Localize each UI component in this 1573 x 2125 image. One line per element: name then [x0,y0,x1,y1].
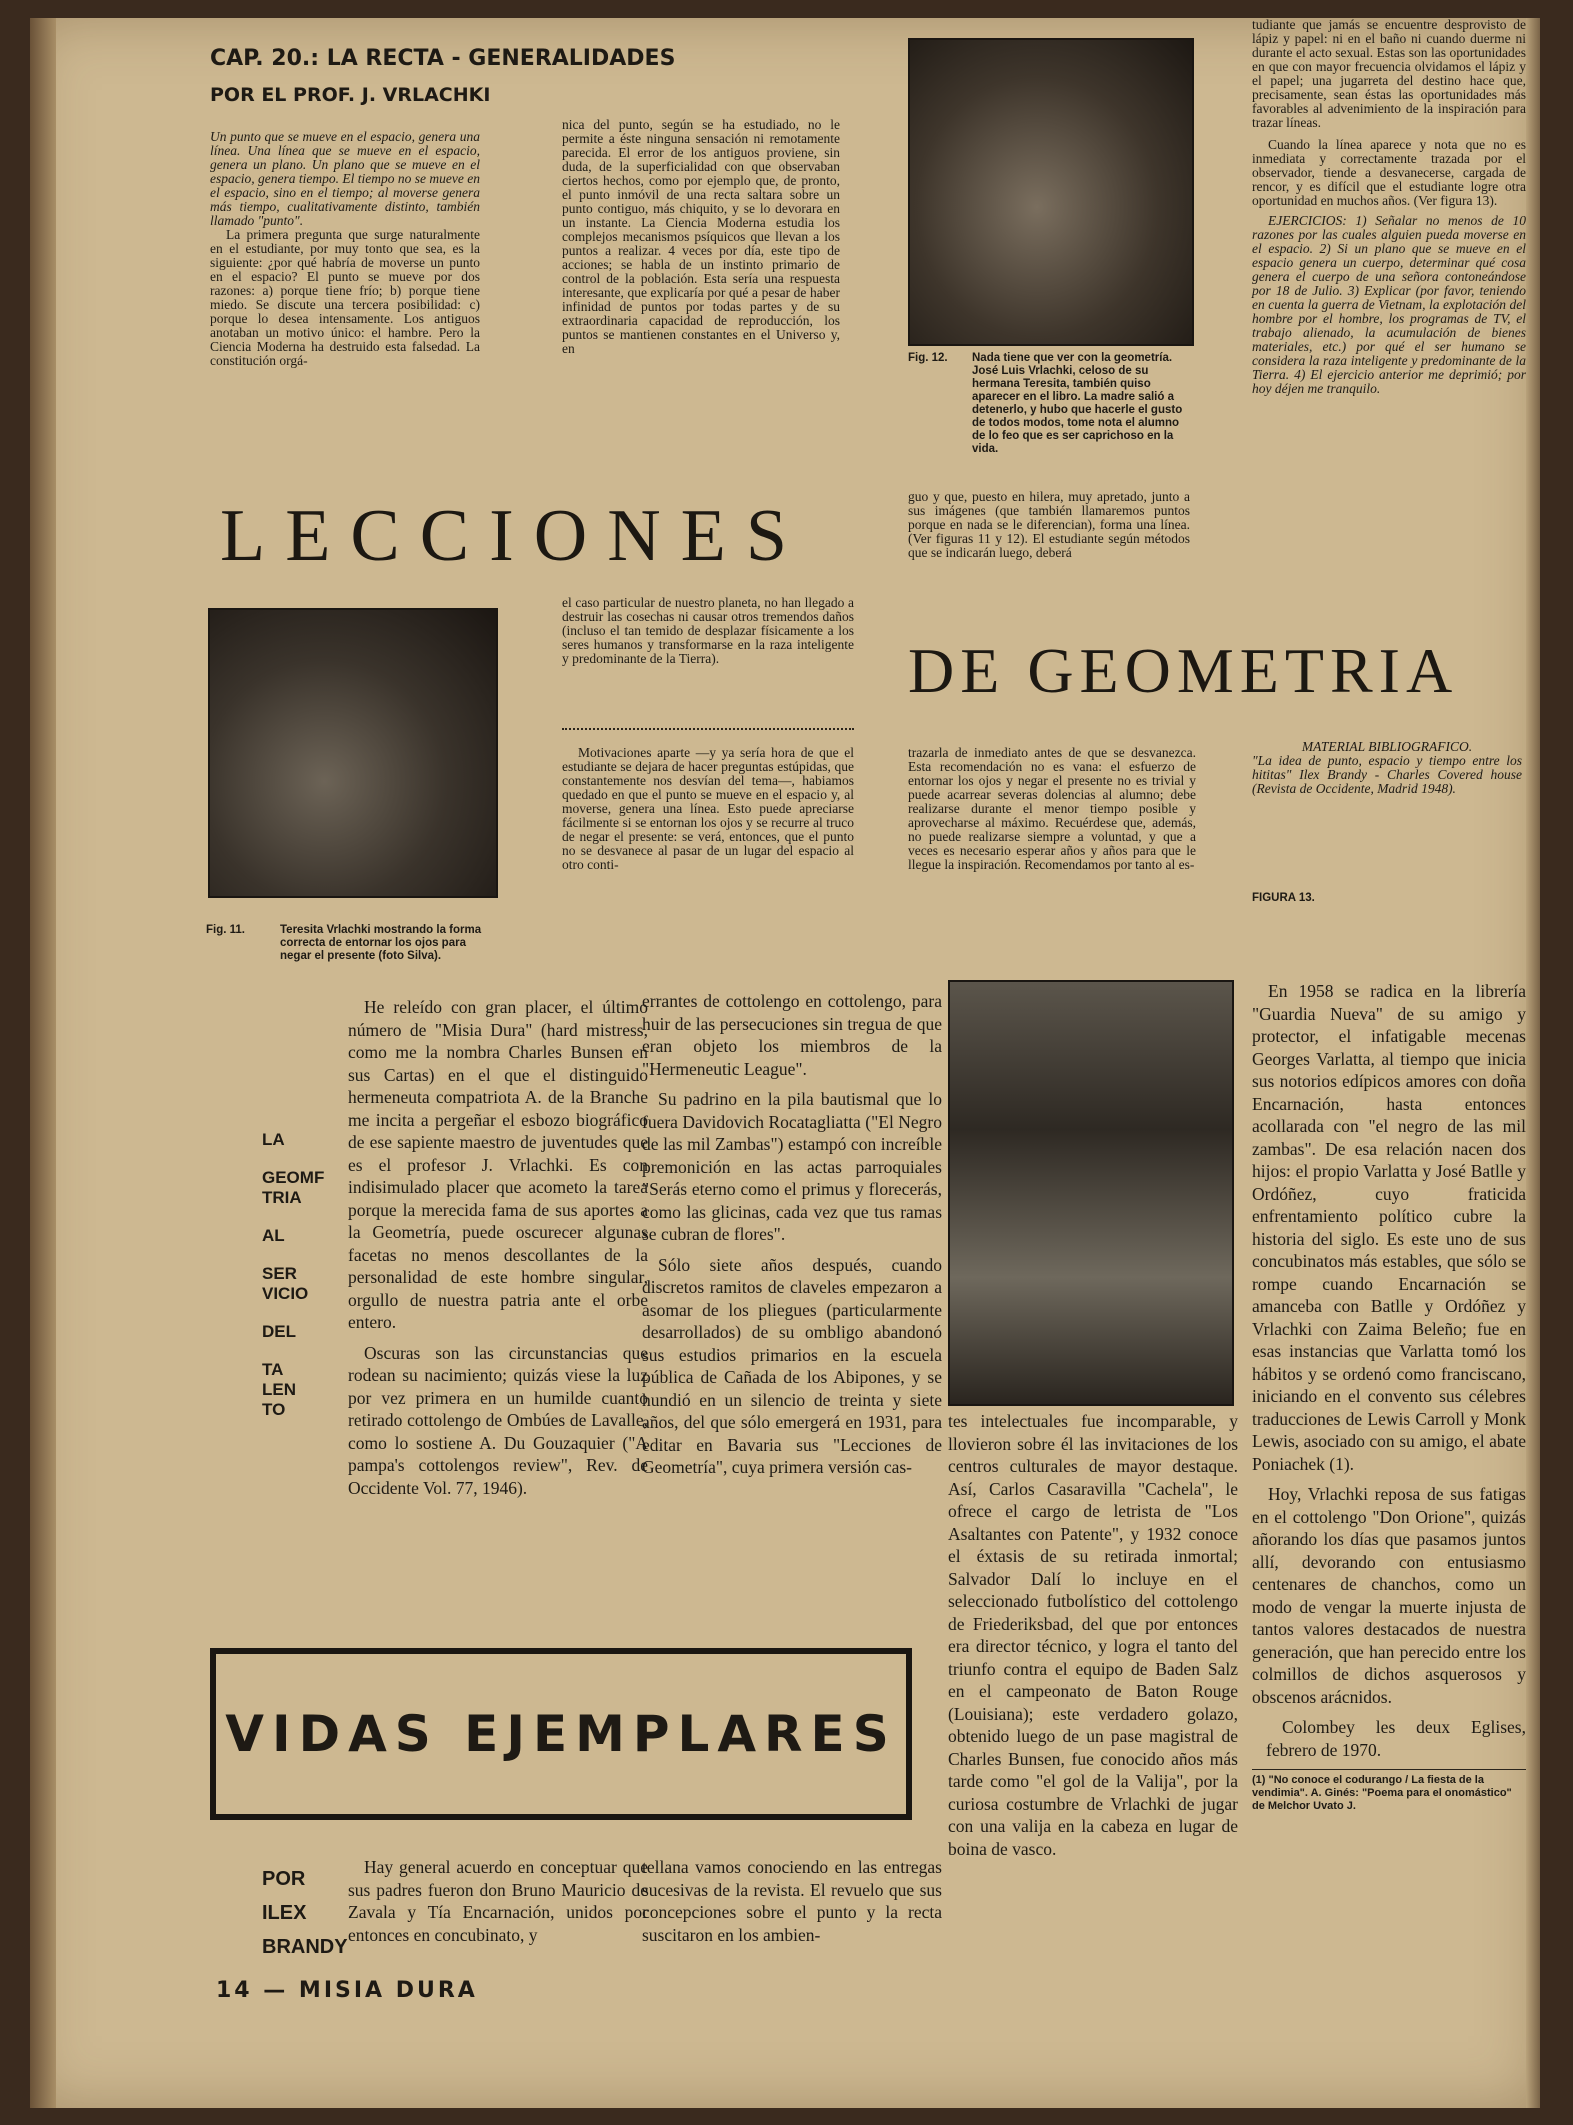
bibliography [1252,740,1522,796]
lecciones-text-3a: guo y que, puesto en hilera, muy apretado, junto a sus imágenes (que también llamaremos puntos porque en nada se le diferencian), forma una línea. (Ver figuras 11 y 12). El estudiante según métodos que se indicarán luego, deberá [908,489,1190,560]
lecciones-text-4a: tudiante que jamás se encuentre desprovisto de lápiz y papel: ni en el baño ni cuando duerme ni durante el acto sexual. Estas son las oportunidades en que con mayor frecuencia olvidamos el lápiz y el papel; una jugarreta del destino hace que, precisamente, sean éstas las oportunidades más favorables al advenimiento de la inspiración para trazar líneas. [1252,18,1526,130]
lecciones-column-2c [562,746,854,872]
vidas-text-4b: Hoy, Vrlachki reposa de sus fatigas en el cottolengo "Don Orione", quizás añorando los días que pasamos juntos allí, devorando con entusiasmo centenares de chanchos, como un modo de vengar la muerte injusta de tantos valores destacados de nuestra generación, que han perecido entre los colmillos de dichos asquerosos y obscenos arácnidos. [1252,1484,1526,1707]
lecciones-text-2: nica del punto, según se ha estudiado, no le permite a éste ninguna sensación ni remotamente parecida. El error de los antiguos proviene, sin duda, de la superficialidad con que observaban ciertos hechos, como por ejemplo que, de pronto, el punto inmóvil de una recta saltara sobre un punto contiguo, más chiquito, y se lo devorara en un instante. La Ciencia Moderna estudia los complejos mecanismos psíquicos que llevan a los puntos a realizar. 4 veces por día, este tipo de acciones; se habla de un instinto primario de control de la población. Esta sería una respuesta interesante, que explicaría por qué a pesar de haber infinidad de puntos por todas partes y de su extraordinaria capacidad de reproducción, los puntos se mantienen constantes en el Universo y, en [562,117,840,356]
vidas-text-2a: errantes de cottolengo en cottolengo, para huir de las persecuciones sin tregua de que eran objeto los miembros de la "Hermeneutic League". [642,991,942,1079]
figure-12-caption: Nada tiene que ver con la geometría. José Luis Vrlachki, celoso de su hermana Teresita, también quiso aparecer en el libro. La madre salió a detenerlo, y hubo que hacerle el gusto de todos modos, tome nota el alumno de lo feo que es ser caprichoso en la vida. [972,352,1183,455]
lecciones-text-2c: Motivaciones aparte —y ya sería hora de que el estudiante se dejara de hacer preguntas estúpidas, que constantemente nos desvían del tema—, habiamos quedado en que el punto se mueve en el espacio y, al moverse, genera una línea. Esto puede apreciarse fácilmente si se entornan los ojos y se recurre al truco de negar el presente: se verá, entonces, que el punto no se desvanece al pasar de un lugar del espacio al otro conti- [562,745,854,872]
side-word: TA [262,1360,284,1379]
side-word: SER [262,1264,297,1283]
lecciones-column-2b [562,596,854,666]
figure-13-label: FIGURA 13. [1252,892,1315,904]
side-word: DEL [262,1322,296,1341]
lecciones-column-2 [562,118,840,356]
side-word: LA [262,1130,285,1149]
lecciones-column-3b [908,746,1196,872]
vidas-column-3 [948,1410,1238,1860]
vidas-column-4 [1252,980,1526,1813]
side-word: AL [262,1226,285,1245]
lecciones-text-4b: Cuando la línea aparece y nota que no es inmediata y correctamente trazada por el observador, tiende a desvanecerse, cargada de rencor, y es difícil que el estudiante logre otra oportunidad en muchos años. (Ver figura 13). [1252,137,1526,208]
vidas-ejemplares-title: VIDAS EJEMPLARES [225,1705,897,1763]
byline-word: BRANDY [262,1936,348,1958]
magazine-page [30,18,1540,2108]
figure-12-photo [908,38,1194,346]
side-word: TO [262,1400,286,1419]
vidas-column-1 [348,996,648,1499]
vidas-column-2 [642,990,942,1479]
binding-spine [30,18,56,2108]
vidas-column-1-lower [348,1856,648,1946]
side-word: TRIA [262,1188,302,1207]
vidas-text-2b: Su padrino en la pila bautismal que lo fuera Davidovich Rocatagliatta ("El Negro de las mil Zambas") estampó con increíble premonición en las actas parroquiales "Serás eterno como el primus y florecerás, como las glicinas, cada vez que tus ramas se cubran de flores". [642,1089,942,1244]
vidas-text-3: tes intelectuales fue incomparable, y llovieron sobre él las invitaciones de los centros culturales de mayor destaque. Así, Carlos Casaravilla "Cachela", le ofrece el cargo de letrista de "Los Asaltantes con Patente", y 1932 conoce el éxtasis de su retirada inmortal; Salvador Dalí lo incluye en el seleccionado futbolístico del cottolengo de Friederiksbad, del que por entonces era director técnico, y logra el tanto del triunfo contra el equipo de Baden Salz en el campeonato de Baton Rouge (Louisiana); este verdadero golazo, obtenido luego de un pase magistral de Charles Bunsen, fue conocido años más tarde como "el gol de la Valija", por la curiosa costumbre de Vrlachki de jugar con una valija en la cabeza en lugar de boina de vasco. [948,1411,1238,1859]
bibliography-text: "La idea de punto, espacio y tiempo entre los hititas" Ilex Brandy - Charles Covered house (Revista de Occidente, Madrid 1948). [1252,753,1522,796]
figure-12-number: Fig. 12. [908,352,948,364]
page-folio: 14 — MISIA DURA [216,1978,478,2003]
page-edge [1526,18,1540,2108]
title-lecciones: LECCIONES [220,495,807,577]
lecciones-exercises: EJERCICIOS: 1) Señalar no menos de 10 razones por las cuales alguien pueda moverse en el espacio. 2) Si un plano que se mueve en el espacio genera un cuerpo, determinar qué cosa genera el cuerpo de una señora contoneándose por 18 de Julio. 3) Explicar (por favor, teniendo en cuenta la guerra de Vietnam, la explotación del hombre por el hombre, los programas de TV, el trabajo alienado, la acumulación de bienes materiales, etc.) por qué el ser humano se considera la raza inteligente y predominante de la Tierra. 4) El ejercicio anterior me deprimió; por hoy déjen me tranquilo. [1252,213,1526,396]
figure-11-caption: Teresita Vrlachki mostrando la forma correcta de entornar los ojos para negar el presente (foto Silva). [280,924,482,962]
figure-11-photo [208,608,498,898]
title-de-geometria: DE GEOMETRIA [908,635,1459,706]
lecciones-text-2b: el caso particular de nuestro planeta, no han llegado a destruir las cosechas ni causar otros tremendos daños (incluso el tan temido de desplazar físicamente a los seres humanos y transformarse en la raza inteligente y predominante de la Tierra). [562,595,854,666]
dotted-divider [562,728,854,730]
byline-word: ILEX [262,1902,307,1924]
bibliography-title: MATERIAL BIBLIOGRAFICO. [1301,739,1473,754]
byline-word: POR [262,1868,306,1890]
chapter-heading: CAP. 20.: LA RECTA - GENERALIDADES [210,46,676,71]
lecciones-text-3b: trazarla de inmediato antes de que se desvanezca. Esta recomendación no es vana: el esfuerzo de entornar los ojos y negar el presente no es trivial y puede acarrear severas dolencias al alumno; debe realizarse durante el menor tiempo posible y aprovecharse al máximo. Recuérdese que, además, no puede realizarse siempre a voluntad, y que a veces es necesario esperar años y años para que le llegue la inspiración. Recomendamos por tanto al es- [908,745,1196,872]
vidas-column-2-lower [642,1856,942,1946]
vidas-signoff: Colombey les deux Eglises, febrero de 1970. [1266,1717,1526,1760]
lecciones-text-1: La primera pregunta que surge naturalmente en el estudiante, por muy tonto que sea, es la siguiente: ¿por qué habría de moverse un punto en el espacio? El punto se mueve por dos razones: a) porque tiene frío; b) porque tiene miedo. Se discute una tercera posibilidad: c) porque lo desea intensamente. Los antiguos anotaban un motivo único: el hambre. Pero la Ciencia Moderna ha destruido esta falsedad. La constitución orgá- [210,227,480,368]
side-word: VICIO [262,1284,309,1303]
vidas-text-1a: He releído con gran placer, el último número de "Misia Dura" (hard mistress, como me la nombra Charles Bunsen en sus Cartas) en el que el distinguido hermeneuta compatriota A. de la Branche me incita a pergeñar el esbozo biográfico de ese sapiente maestro de juventudes que es el profesor J. Vrlachki. Es con indisimulado placer que acometo la tarea porque la merecida fama de sus aportes a la Geometría, puede oscurecer algunas facetas no menos descollantes de la personalidad de este hombre singular, orgullo de nuestra patria ante el orbe entero. [348,997,648,1332]
vidas-text-2c: Sólo siete años después, cuando discretos ramitos de claveles empezaron a asomar de los pliegues (particularmente desarrollados) de su ombligo abandonó sus estudios primarios en la escuela pública de Cañada de los Abipones, y se hundió en un silencio de treinta y siete años, del que sólo emergerá en 1931, para editar en Bavaria sus "Lecciones de Geometría", cuya primera versión cas- [642,1254,942,1477]
side-word: LEN [262,1380,296,1399]
vidas-side-title [262,1130,325,1420]
figure-11-number: Fig. 11. [206,924,245,936]
vidas-text-4a: En 1958 se radica en la librería "Guardia Nueva" de su amigo y protector, el infatigable mecenas Georges Varlatta, al tiempo que inicia sus notorios edípicos amores con doña Encarnación, hasta entonces acollarada con "el negro de las mil zambas". De esa relación nacen dos hijos: el propio Varlatta y José Batlle y Ordóñez, cuyo fraticida enfrentamiento político cubre la historia del siglo. Es este uno de sus concubinatos más estables, que sólo se rompe cuando Encarnación se amanceba con Batlle y Ordóñez y Vrlachki con Zaima Beleño; fue en esas instancias que Varlatta tomó los hábitos y se ordenó como franciscano, iniciando en el convento sus célebres traducciones de Lewis Carroll y Monk Lewis, asociado con su amigo, el abate Poniachek (1). [1252,981,1526,1474]
lecciones-column-1 [210,130,480,368]
vidas-text-1c: Hay general acuerdo en conceptuar que sus padres fueron don Bruno Mauricio de Zavala y Tía Encarnación, unidos por entonces en concubinato, y [348,1857,648,1945]
vidas-footnote: (1) "No conoce el codurango / La fiesta de la vendimia". A. Ginés: "Poema para el onomástico" de Melchor Uvato J. [1252,1769,1526,1813]
portrait-photo [948,980,1234,1406]
vidas-text-2d: tellana vamos conociendo en las entregas sucesivas de la revista. El revuelo que sus concepciones sobre el punto y la recta suscitaron en los ambien- [642,1857,942,1945]
lecciones-column-4 [1252,18,1526,396]
vidas-byline [262,1862,348,1964]
author-heading: POR EL PROF. J. VRLACHKI [210,84,491,106]
side-word: GEOMF [262,1168,325,1187]
vidas-text-1b: Oscuras son las circunstancias que rodean su nacimiento; quizás viese la luz por vez primera en un humilde cuanto retirado cottolengo de Ombúes de Lavalle, como lo sostiene A. Du Gouzaquier ("A pampa's cottolengos review", Rev. de Occidente Vol. 77, 1946). [348,1342,648,1498]
lecciones-column-3a [908,490,1190,560]
lecciones-intro: Un punto que se mueve en el espacio, genera una línea. Una línea que se mueve en el espacio, genera un plano. Un plano que se mueve en el espacio, genera tiempo. El tiempo no se mueve en el espacio, sino en el tiempo; al moverse genera más tiempo, cualitativamente distinto, también llamado "punto". [210,129,480,228]
vidas-ejemplares-box [210,1648,912,1820]
